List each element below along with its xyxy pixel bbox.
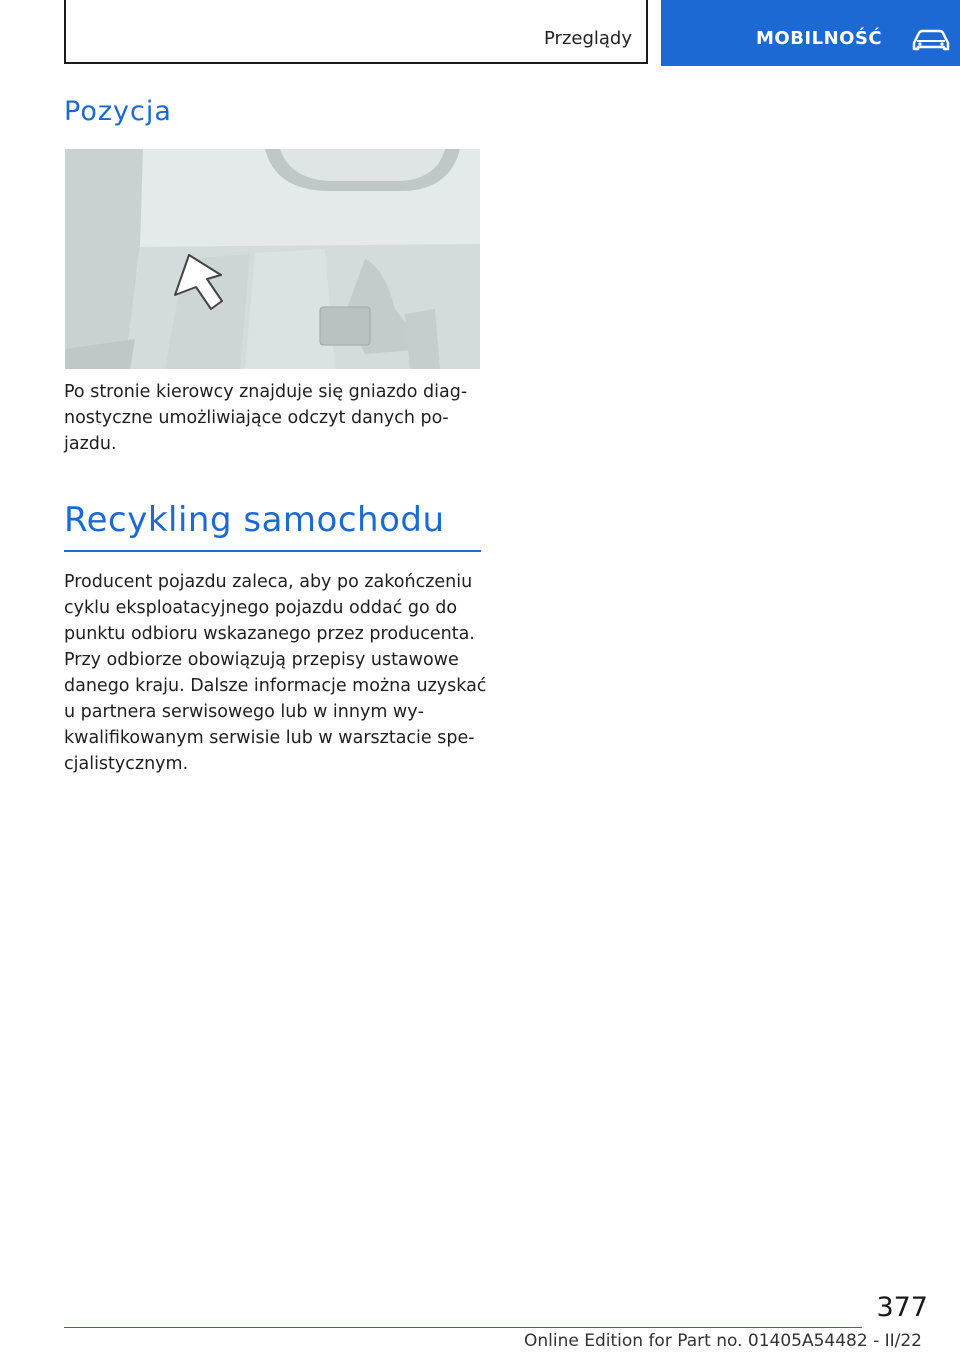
car-icon <box>911 27 951 53</box>
footer-edition-text: Online Edition for Part no. 01405A54482 - II/22 <box>523 1331 922 1351</box>
chapter-tab[interactable] <box>661 0 960 66</box>
header-section-title-box <box>64 0 648 64</box>
subheading: Pozycja <box>64 96 172 127</box>
section-heading: Recykling samochodu <box>64 500 445 540</box>
chapter-tab-label: MOBILNOŚĆ <box>756 28 883 49</box>
recycling-paragraph: Producent pojazdu zaleca, aby po zakończeniu cyklu eksploatacyjnego pojazdu oddać go do punktu odbioru wskazanego przez producenta. Przy odbiorze obowiązują przepisy ustawowe danego kraju. Dalsze informacje można uzyskać u partnera serwisowego lub w innym wykwalifikowanym serwisie lub w warsztacie specjalistycznym. <box>64 572 487 774</box>
header-section-title: Przeglądy <box>544 28 632 49</box>
diagnostic-socket-photo <box>65 149 480 369</box>
socket-description-paragraph: Po stronie kierowcy znajduje się gniazdo diagnostyczne umożliwiające odczyt danych pojazdu. <box>64 382 468 454</box>
footer-rule <box>64 1327 862 1328</box>
section-heading-rule <box>64 550 481 552</box>
page-number: 377 <box>876 1292 928 1323</box>
